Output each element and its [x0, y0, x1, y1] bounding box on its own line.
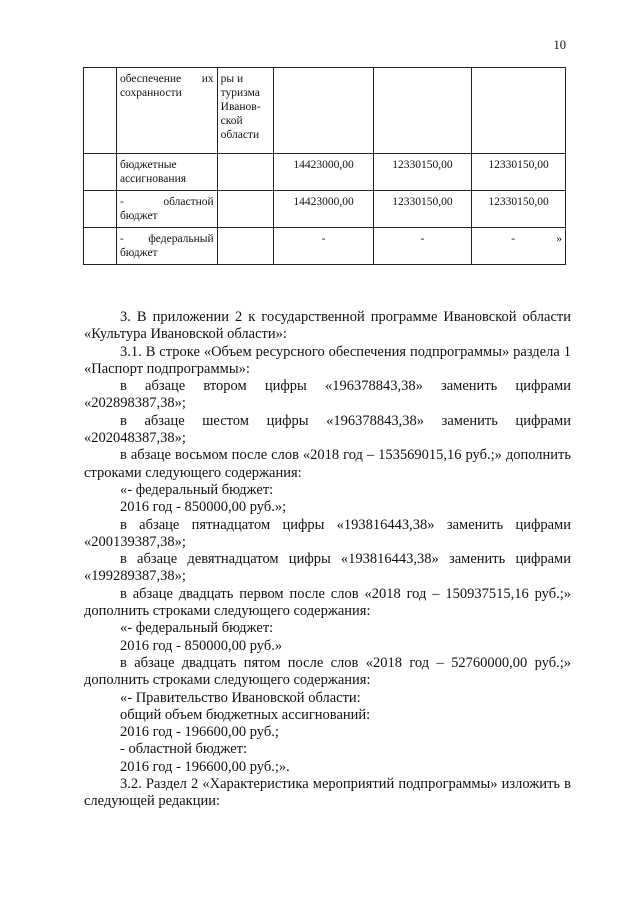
table-row — [84, 228, 566, 265]
table-row — [84, 68, 566, 154]
paragraph: 3. В приложении 2 к государственной программе Ивановской области «Культура Ивановской области»: — [84, 309, 571, 343]
table-cell-index — [84, 228, 117, 265]
paragraph: 2016 год - 850000,00 руб.»; — [120, 499, 287, 516]
dash-value: - — [511, 233, 515, 245]
table-cell-value — [373, 68, 471, 154]
table-cell-value: 12330150,00 — [472, 154, 566, 191]
paragraph: 3.1. В строке «Объем ресурсного обеспечения подпрограммы» раздела 1 «Паспорт подпрограммы»: — [84, 343, 571, 377]
paragraph: 2016 год - 196600,00 руб.;». — [120, 758, 290, 775]
paragraph: 2016 год - 196600,00 руб.; — [120, 724, 279, 741]
document-body — [84, 309, 571, 811]
table-cell-value: 14423000,00 — [274, 154, 373, 191]
table-cell-name: обеспечение их сохранности — [116, 68, 217, 154]
paragraph: - областной бюджет: — [120, 741, 248, 758]
table-cell-index — [84, 68, 117, 154]
table-cell-value — [472, 68, 566, 154]
table-row — [84, 191, 566, 228]
table-cell-value: - — [274, 228, 373, 265]
table-cell-name: - областной бюджет — [116, 191, 217, 228]
table-cell-value: 12330150,00 — [373, 154, 471, 191]
paragraph: «- федеральный бюджет: — [120, 481, 274, 498]
paragraph: в абзаце пятнадцатом цифры «193816443,38» заменить цифрами «200139387,38»; — [84, 516, 571, 550]
paragraph: общий объем бюджетных ассигнований: — [120, 706, 371, 723]
paragraph: в абзаце двадцать пятом после слов «2018 год – 52760000,00 руб.;» дополнить строками следующего содержания: — [84, 654, 571, 689]
table-cell-value: 12330150,00 — [373, 191, 471, 228]
table-cell-value — [274, 68, 373, 154]
table-cell-value: 12330150,00 — [472, 191, 566, 228]
table-cell-value: 14423000,00 — [274, 191, 373, 228]
table-cell-index — [84, 191, 117, 228]
paragraph: «- Правительство Ивановской области: — [120, 689, 361, 706]
paragraph: в абзаце шестом цифры «196378843,38» заменить цифрами «202048387,38»; — [84, 412, 571, 447]
table-cell-name: бюджетные ассигнования — [116, 154, 217, 191]
paragraph: 2016 год - 850000,00 руб.» — [120, 637, 283, 654]
budget-table — [83, 67, 566, 265]
table-cell-name: - федеральный бюджет — [116, 228, 217, 265]
table-cell-value — [472, 228, 566, 265]
table-cell-executor — [217, 191, 274, 228]
paragraph: в абзаце двадцать первом после слов «2018 год – 150937515,16 руб.;» дополнить строками следующего содержания: — [84, 585, 571, 620]
paragraph: 3.2. Раздел 2 «Характеристика мероприятий подпрограммы» изложить в следующей редакции: — [84, 776, 571, 810]
table-cell-executor — [217, 228, 274, 265]
table-cell-executor: ры и туризма Иванов-ской области — [217, 68, 274, 154]
table-row — [84, 154, 566, 191]
paragraph: в абзаце восьмом после слов «2018 год – 153569015,16 руб.;» дополнить строками следующего содержания: — [84, 447, 571, 481]
table-cell-executor — [217, 154, 274, 191]
closing-quote: » — [556, 233, 562, 245]
page-number: 10 — [553, 38, 566, 52]
paragraph: «- федеральный бюджет: — [120, 620, 274, 637]
table-cell-value: - — [373, 228, 471, 265]
table-cell-index — [84, 154, 117, 191]
paragraph: в абзаце девятнадцатом цифры «193816443,38» заменить цифрами «199289387,38»; — [84, 551, 571, 585]
paragraph: в абзаце втором цифры «196378843,38» заменить цифрами «202898387,38»; — [84, 378, 571, 412]
